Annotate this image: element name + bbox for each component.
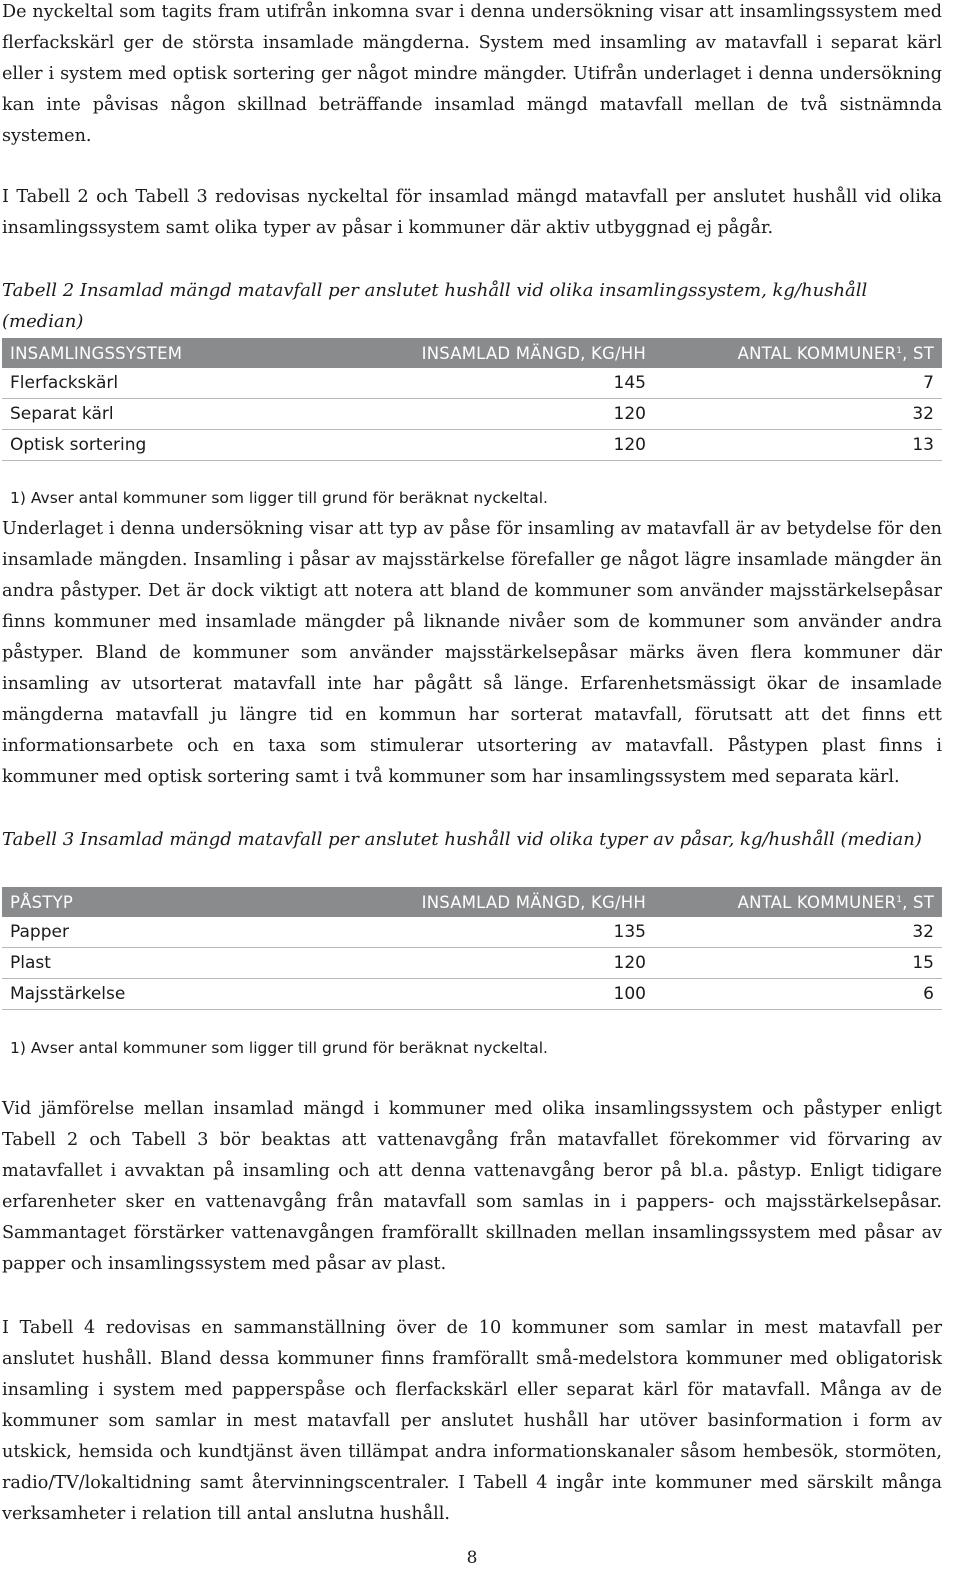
table-2-header-system: INSAMLINGSSYSTEM (2, 338, 348, 368)
table-3-footnote: 1) Avser antal kommuner som ligger till grund för beräknat nyckeltal. (10, 1039, 548, 1057)
table-3-header-count (654, 887, 942, 917)
table-3-header-row (2, 887, 942, 917)
table-cell-count: 32 (654, 917, 942, 948)
header-count-unit: , ST (902, 343, 934, 363)
table-cell-amount: 120 (348, 948, 654, 979)
footnote-marker: 1 (896, 894, 903, 905)
table-cell-amount: 120 (348, 430, 654, 461)
footnote-marker: 1 (896, 345, 903, 356)
table-row (2, 979, 942, 1010)
table-3-caption: Tabell 3 Insamlad mängd matavfall per anslutet hushåll vid olika typer av påsar, kg/hushåll (median) (2, 829, 922, 850)
table-3-header-bag-type: PÅSTYP (2, 887, 348, 917)
table-cell-count: 15 (654, 948, 942, 979)
table-2-header-amount: INSAMLAD MÄNGD, KG/HH (348, 338, 654, 368)
paragraph-2: I Tabell 2 och Tabell 3 redovisas nyckeltal för insamlad mängd matavfall per anslutet hushåll vid olika insamlingssystem samt olika typer av påsar i kommuner där aktiv utbyggnad ej pågår. (2, 187, 942, 238)
table-3 (2, 887, 942, 1010)
header-count-label: ANTAL KOMMUNER (737, 343, 897, 363)
table-cell-bag-type: Plast (2, 948, 348, 979)
table-2-header-count (654, 338, 942, 368)
table-row (2, 917, 942, 948)
table-cell-system: Separat kärl (2, 399, 348, 430)
table-2-caption: Tabell 2 Insamlad mängd matavfall per anslutet hushåll vid olika insamlingssystem, kg/hushåll (median) (2, 280, 868, 332)
table-cell-amount: 145 (348, 368, 654, 399)
paragraph-3: Underlaget i denna undersökning visar att typ av påse för insamling av matavfall är av betydelse för den insamlade mängden. Insamling i påsar av majsstärkelse förefaller ge något lägre insamlade mängder än andra påstyper. Det är dock viktigt att notera att bland de kommuner som använder majsstärkelsepåsar finns kommuner med insamlade mängder på liknande nivåer som de kommuner som använder andra påstyper. Bland de kommuner som använder majsstärkelsepåsar märks även flera kommuner där insamling av utsorterat matavfall inte har pågått så länge. Erfarenhetsmässigt ökar de insamlade mängderna matavfall ju längre tid en kommun har sorterat matavfall, förutsatt att det finns ett informationsarbete och en taxa som stimulerar utsortering av matavfall. Påstypen plast finns i kommuner med optisk sortering samt i två kommuner som har insamlingssystem med separata kärl. (2, 519, 942, 787)
table-cell-system: Flerfackskärl (2, 368, 348, 399)
header-count-label: ANTAL KOMMUNER (737, 892, 897, 912)
table-cell-amount: 100 (348, 979, 654, 1010)
table-row (2, 399, 942, 430)
table-cell-system: Optisk sortering (2, 430, 348, 461)
table-2 (2, 338, 942, 461)
table-3-header-amount: INSAMLAD MÄNGD, KG/HH (348, 887, 654, 917)
table-row (2, 430, 942, 461)
table-cell-count: 13 (654, 430, 942, 461)
paragraph-5: I Tabell 4 redovisas en sammanställning över de 10 kommuner som samlar in mest matavfall per anslutet hushåll. Bland dessa kommuner finns framförallt små-medelstora kommuner med obligatorisk insamling i system med papperspåse och flerfackskärl eller separat kärl för matavfall. Många av de kommuner som samlar in mest matavfall per anslutet hushåll har utöver basinformation i form av utskick, hemsida och kundtjänst även tillämpat andra informationskanaler såsom hembesök, stormöten, radio/TV/lokaltidning samt återvinningscentraler. I Tabell 4 ingår inte kommuner med särskilt många verksamheter i relation till antal anslutna hushåll. (2, 1318, 942, 1524)
paragraph-4: Vid jämförelse mellan insamlad mängd i kommuner med olika insamlingssystem och påstyper enligt Tabell 2 och Tabell 3 bör beaktas att vattenavgång från matavfallet förekommer vid förvaring av matavfallet i avvaktan på insamling och att denna vattenavgång beror på bl.a. påstyp. Enligt tidigare erfarenheter sker en vattenavgång från matavfall som samlas in i pappers- och majsstärkelsepåsar. Sammantaget förstärker vattenavgången framförallt skillnaden mellan insamlingssystem med påsar av papper och insamlingssystem med påsar av plast. (2, 1099, 942, 1274)
table-row (2, 948, 942, 979)
table-row (2, 368, 942, 399)
table-cell-amount: 120 (348, 399, 654, 430)
table-2-footnote: 1) Avser antal kommuner som ligger till grund för beräknat nyckeltal. (10, 489, 548, 507)
table-cell-count: 7 (654, 368, 942, 399)
table-cell-bag-type: Majsstärkelse (2, 979, 348, 1010)
table-cell-bag-type: Papper (2, 917, 348, 948)
table-2-header-row (2, 338, 942, 368)
table-cell-count: 6 (654, 979, 942, 1010)
table-cell-amount: 135 (348, 917, 654, 948)
table-cell-count: 32 (654, 399, 942, 430)
header-count-unit: , ST (902, 892, 934, 912)
paragraph-1: De nyckeltal som tagits fram utifrån inkomna svar i denna undersökning visar att insamlingssystem med flerfackskärl ger de största insamlade mängderna. System med insamling av matavfall i separat kärl eller i system med optisk sortering ger något mindre mängder. Utifrån underlaget i denna undersökning kan inte påvisas någon skillnad beträffande insamlad mängd matavfall mellan de två sistnämnda systemen. (2, 2, 942, 146)
page-number: 8 (466, 1548, 478, 1568)
